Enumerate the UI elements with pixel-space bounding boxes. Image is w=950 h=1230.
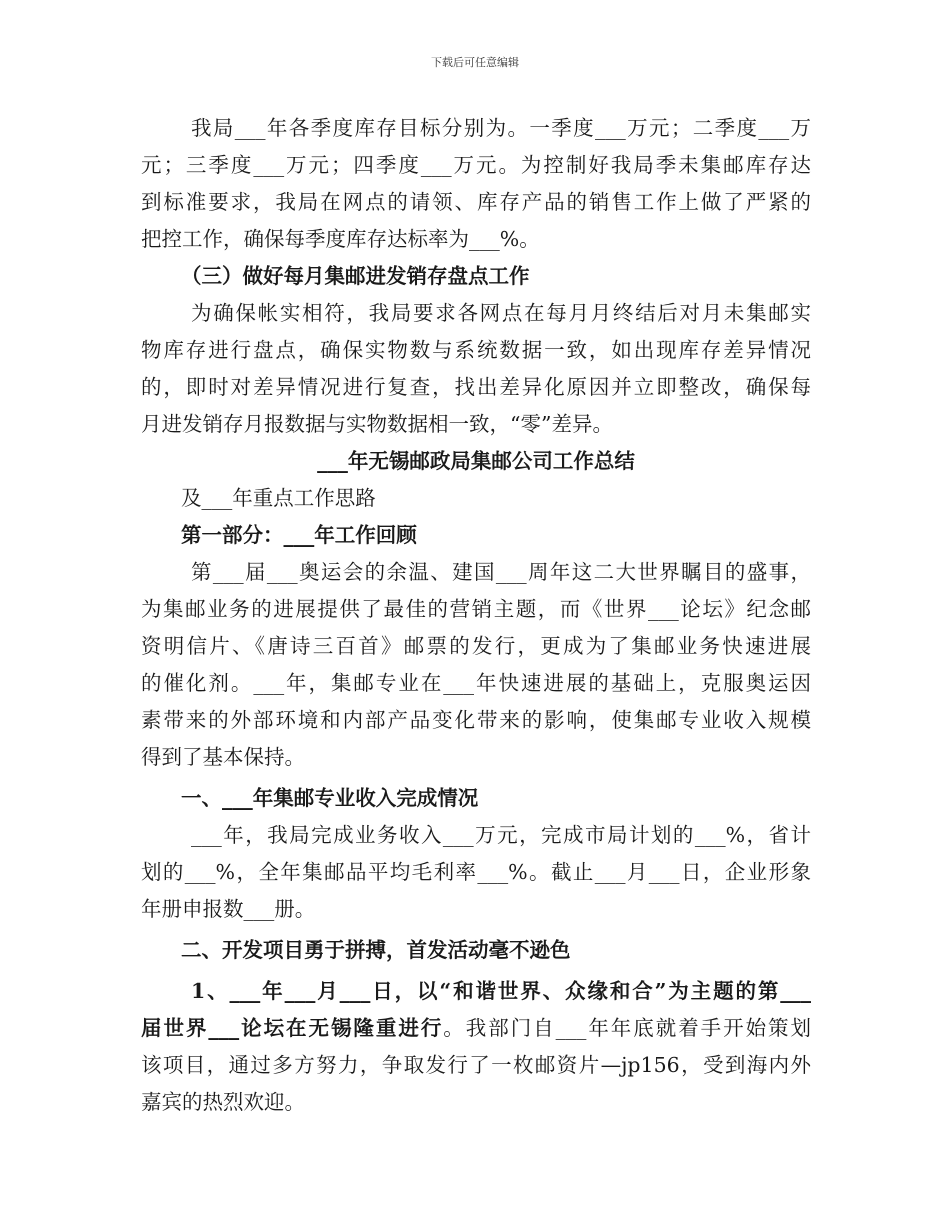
bold-run: 届世界___论坛在无锡隆重进行 [141, 1016, 444, 1040]
part-heading: 第一部分：___年工作回顾 [181, 523, 417, 547]
paragraph-line-bold: 1、___年___月___日，以“和谐世界、众缘和合”为主题的第___ [191, 979, 811, 1003]
section-heading: 二、开发项目勇于拼搏，首发活动毫不逊色 [181, 938, 571, 962]
document-body [141, 110, 811, 1121]
paragraph-line: 到标准要求，我局在网点的请领、库存产品的销售工作上做了严紧的 [141, 190, 811, 214]
page-header: 下载后可任意编辑 [431, 56, 519, 69]
paragraph-line: 为集邮业务的进展提供了最佳的营销主题，而《世界___论坛》纪念邮 [141, 597, 811, 621]
section-heading: 一、___年集邮专业收入完成情况 [181, 786, 479, 810]
paragraph-line: 第___届___奥运会的余温、建国___周年这二大世界瞩目的盛事， [191, 560, 811, 584]
paragraph-line: 物库存进行盘点，确保实物数与系统数据一致，如出现库存差异情况 [141, 338, 811, 362]
section-heading: （三）做好每月集邮进发销存盘点工作 [181, 264, 530, 288]
paragraph-line: 嘉宾的热烈欢迎。 [141, 1090, 305, 1114]
paragraph-line-mixed [141, 1010, 811, 1047]
subtitle-line: 及___年重点工作思路 [181, 486, 376, 510]
paragraph-line: 素带来的外部环境和内部产品变化带来的影响，使集邮专业收入规模 [141, 708, 811, 732]
paragraph-line: 为确保帐实相符，我局要求各网点在每月月终结后对月未集邮实 [191, 301, 811, 325]
paragraph-line: 元；三季度___万元；四季度___万元。为控制好我局季未集邮库存达 [141, 153, 811, 177]
paragraph-line: 得到了基本保持。 [141, 745, 305, 769]
paragraph-line: 的，即时对差异情况进行复查，找出差异化原因并立即整改，确保每 [141, 375, 811, 399]
paragraph-line: 把控工作，确保每季度库存达标率为___%。 [141, 227, 540, 251]
paragraph-line: ___年，我局完成业务收入___万元，完成市局计划的___%，省计 [191, 823, 811, 847]
paragraph-line: 划的___%，全年集邮品平均毛利率___%。截止___月___日，企业形象 [141, 860, 811, 884]
paragraph-line: 的催化剂。___年，集邮专业在___年快速进展的基础上，克服奥运因 [141, 671, 811, 695]
paragraph-line: 资明信片、《唐诗三百首》邮票的发行，更成为了集邮业务快速进展 [141, 634, 811, 658]
paragraph-line: 年册申报数___册。 [141, 897, 316, 921]
paragraph-line: 该项目，通过多方努力，争取发行了一枚邮资片—jp156，受到海内外 [141, 1053, 811, 1077]
paragraph-line: 我局___年各季度库存目标分别为。一季度___万元；二季度___万 [191, 116, 811, 140]
paragraph-line: 月进发销存月报数据与实物数据相一致，“零”差异。 [141, 412, 613, 436]
normal-run: 。我部门自___年年底就着手开始策划 [443, 1016, 811, 1040]
document-title: ___年无锡邮政局集邮公司工作总结 [317, 449, 635, 473]
